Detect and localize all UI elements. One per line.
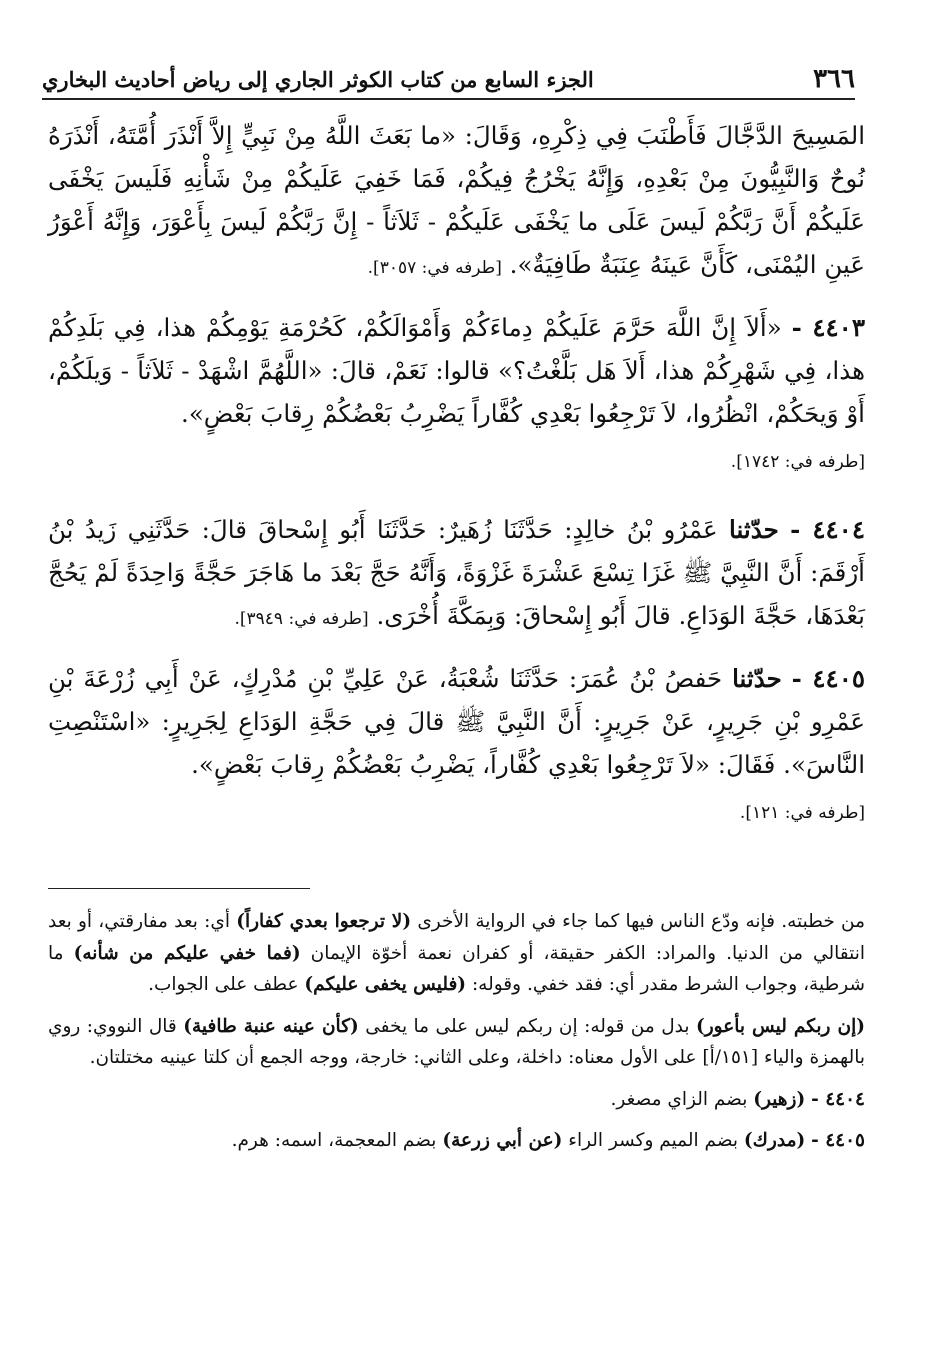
note-keyword: (عن أبي زرعة): [442, 1130, 563, 1151]
note-number: ٤٤٠٥ -: [811, 1130, 865, 1151]
commentary-note: [48, 1011, 865, 1074]
running-header: [42, 58, 855, 100]
note-text: بضم المعجمة، اسمه: هرم.: [231, 1130, 443, 1151]
note-keyword: (مدرك): [743, 1130, 806, 1151]
cross-reference: [طرفه في: ٣٩٤٩].: [234, 609, 369, 629]
commentary-note: [48, 1084, 865, 1116]
cross-reference: [طرفه في: ١٧٤٢].: [730, 452, 865, 472]
hadith-number: ٤٤٠٣ -: [791, 313, 865, 342]
footnote-divider: [48, 888, 310, 889]
note-keyword: (زهير): [753, 1088, 806, 1110]
note-text: بدل من قوله: إن ربكم ليس على ما يخفى: [358, 1015, 696, 1037]
note-text: عطف على الجواب.: [148, 974, 305, 995]
hadith-4403: [48, 306, 865, 435]
note-keyword: (إن ربكم ليس بأعور): [695, 1015, 865, 1037]
commentary-note: [48, 906, 865, 1001]
note-number: ٤٤٠٤ -: [811, 1088, 865, 1110]
page-number: ٣٦٦: [813, 64, 855, 94]
hadith-lead: حدّثنا: [729, 515, 779, 544]
hadith-text: المَسِيحَ الدَّجَّالَ فَأَطْنَبَ فِي ذِكْرِهِ، وَقَالَ: «ما بَعَثَ اللَّهُ مِنْ نَبِيٍّ إِلاَّ أَنْذَرَ أُمَّتَهُ، أَنْذَرَهُ نُوحٌ وَالنَّبِيُّونَ مِنْ بَعْدِهِ، وَإِنَّهُ يَخْرُجُ فِيكُمْ، فَمَا خَفِيَ عَلَيكُمْ مِنْ شَأْنِهِ فَلَيسَ يَخْفَى عَلَيكُمْ أَنَّ رَبَّكُمْ لَيسَ عَلَى ما يَخْفَى عَلَيكُمْ - ثَلاَثاً - إِنَّ رَبَّكُمْ لَيسَ بِأَعْوَرَ، وَإِنَّهُ أَعْوَرُ عَينِ اليُمْنَى، كَأَنَّ عَينَهُ عِنَبَةٌ طَافِيَةٌ».: [48, 121, 865, 279]
note-text: بضم الزاي مصغر.: [610, 1088, 754, 1110]
cross-reference: [طرفه في: ٣٠٥٧].: [367, 258, 502, 278]
commentary-note: [48, 1125, 865, 1157]
note-text: أي: بعد مفارقتي، أو بعد انتقالي من الدنيا. والمراد: الكفر حقيقة، أو كفران نعمة أخوّة الإيمان: [48, 911, 865, 964]
note-keyword: (فما خفي عليكم من شأنه): [73, 942, 301, 964]
hadith-number: ٤٤٠٥ -: [791, 664, 866, 693]
commentary-notes: [48, 906, 865, 1167]
note-text: قال النووي: روي بالهمزة والياء [١٥١/أ] على الأول معناه: داخلة، وعلى الثاني: خارجة، ووجه الجمع أن كلتا عينيه مختلتان.: [48, 1015, 865, 1068]
note-text: بضم الميم وكسر الراء: [562, 1130, 744, 1151]
hadith-text: حَفصُ بْنُ عُمَرَ: حَدَّثَنَا شُعْبَةُ، عَنْ عَلِيِّ بْنِ مُدْرِكٍ، عَنْ أَبِي زُرْعَةَ بْنِ عَمْرِو بْنِ جَرِيرٍ، عَنْ جَرِيرٍ: أَنَّ النَّبِيَّ ﷺ قالَ فِي حَجَّةِ الوَدَاعِ لِجَرِيرٍ: «اسْتَنْصِتِ النَّاسَ». فَقَالَ: «لاَ تَرْجِعُوا بَعْدِي كُفَّاراً، يَضْرِبُ بَعْضُكُمْ رِقابَ بَعْضٍ».: [48, 664, 865, 779]
note-keyword: (فليس يخفى عليكم): [304, 974, 467, 995]
note-text: من خطبته. فإنه ودّع الناس فيها كما جاء في الرواية الأخرى: [411, 911, 865, 932]
hadith-number: ٤٤٠٤ -: [790, 515, 865, 544]
hadith-lead: حدّثنا: [732, 664, 782, 693]
note-keyword: (لا ترجعوا بعدي كفاراً): [236, 911, 412, 932]
hadith-text: «أَلاَ إِنَّ اللَّهَ حَرَّمَ عَلَيكُمْ دِماءَكُمْ وَأَمْوَالَكُمْ، كَحُرْمَةِ يَوْمِكُمْ هذا، فِي بَلَدِكُمْ هذا، فِي شَهْرِكُمْ هذا، أَلاَ هَل بَلَّغْتُ؟» قالوا: نَعَمْ، قالَ: «اللَّهُمَّ اشْهَدْ - ثَلاَثاً - وَيلَكُمْ، أَوْ وَيحَكُمْ، انْظُرُوا، لاَ تَرْجِعُوا بَعْدِي كُفَّاراً يَضْرِبُ بَعْضُكُمْ رِقابَ بَعْضٍ».: [48, 313, 865, 428]
hadith-4405: [48, 657, 865, 786]
note-keyword: (كأن عينه عنبة طافية): [183, 1015, 359, 1037]
hadith-4404: [48, 508, 865, 641]
hadith-text: عَمْرُو بْنُ خالِدٍ: حَدَّثَنَا زُهَيرٌ: حَدَّثَنَا أَبُو إِسْحاقَ قالَ: حَدَّثَنِي زَيدُ بْنُ أَرْقَمَ: أَنَّ النَّبِيَّ ﷺ غَزَا تِسْعَ عَشْرَةَ غَزْوَةً، وَأَنَّهُ حَجَّ بَعْدَ ما هَاجَرَ حَجَّةً وَاحِدَةً لَمْ يَحُجَّ بَعْدَهَا، حَجَّةَ الوَدَاعِ. قالَ أَبُو إِسْحاقَ: وَبِمَكَّةَ أُخْرَى.: [48, 515, 865, 630]
running-title: الجزء السابع من كتاب الكوثر الجاري إلى رياض أحاديث البخاري: [42, 67, 594, 92]
note-text: ما شرطية، وجواب الشرط مقدر أي: فقد خفي. وقوله:: [48, 942, 865, 995]
cross-reference: [طرفه في: ١٢١].: [739, 803, 865, 823]
main-text: [48, 114, 865, 859]
hadith-continuation: [48, 114, 865, 290]
